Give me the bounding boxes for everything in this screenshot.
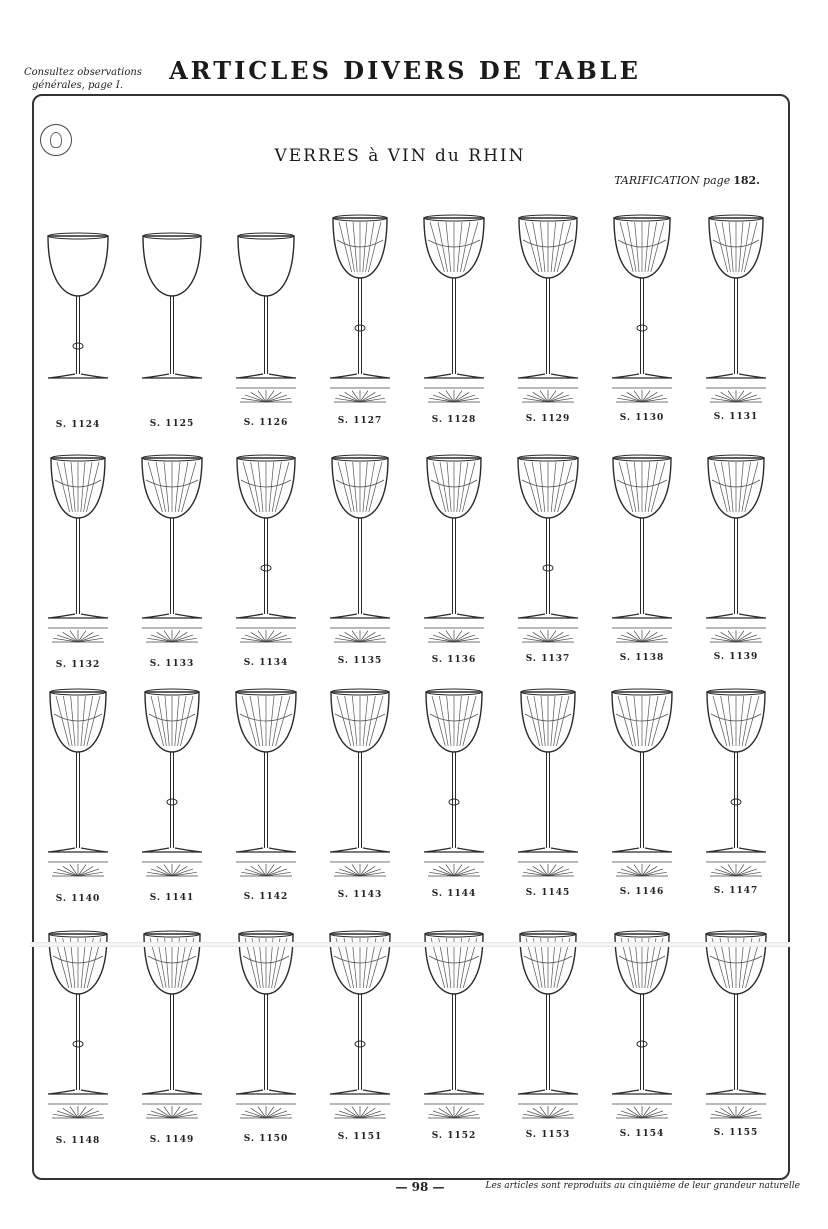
glass-item — [320, 682, 400, 912]
glass-item — [696, 682, 776, 912]
wine-glass-icon — [226, 208, 306, 414]
glass-item — [508, 448, 588, 678]
glass-reference-label: S. 1147 — [713, 885, 759, 896]
wine-glass-icon — [414, 448, 494, 654]
wine-glass-icon — [226, 448, 306, 654]
wine-glass-icon — [696, 924, 776, 1130]
glass-item — [696, 208, 776, 438]
glass-item — [696, 448, 776, 678]
wine-glass-icon — [38, 208, 118, 414]
glass-item — [414, 924, 494, 1154]
glass-item — [226, 448, 306, 678]
wine-glass-icon — [320, 924, 400, 1130]
side-note-line-1: Consultez observations — [24, 67, 142, 78]
glass-item — [602, 448, 682, 678]
glass-item — [226, 208, 306, 438]
wine-glass-icon — [508, 448, 588, 654]
tarification-label: TARIFICATION page — [614, 174, 731, 187]
glass-item — [132, 924, 212, 1154]
glass-reference-label: S. 1144 — [431, 889, 477, 900]
glass-reference-label: S. 1139 — [713, 651, 759, 662]
tarification-page: 182. — [733, 174, 760, 187]
glass-item — [696, 924, 776, 1154]
wine-glass-icon — [414, 924, 494, 1130]
wine-glass-icon — [696, 682, 776, 888]
glass-reference-label: S. 1125 — [149, 418, 195, 429]
glass-reference-label: S. 1126 — [243, 417, 289, 428]
glass-item — [414, 448, 494, 678]
glass-reference-label: S. 1145 — [525, 888, 571, 898]
glass-reference-label: S. 1141 — [149, 892, 195, 903]
glass-item — [38, 682, 118, 912]
glass-reference-label: S. 1142 — [243, 891, 289, 902]
glass-reference-label: S. 1127 — [337, 416, 383, 427]
page-title: ARTICLES DIVERS DE TABLE — [169, 56, 641, 85]
glass-reference-label: S. 1135 — [337, 656, 383, 667]
glass-reference-label: S. 1140 — [55, 894, 101, 904]
glass-item — [602, 924, 682, 1154]
glass-item — [508, 682, 588, 912]
glass-reference-label: S. 1149 — [149, 1134, 195, 1145]
glass-reference-label: S. 1133 — [149, 658, 195, 669]
glass-reference-label: S. 1154 — [619, 1128, 665, 1139]
wine-glass-icon — [132, 448, 212, 654]
glass-item — [414, 208, 494, 438]
wine-glass-icon — [508, 682, 588, 888]
glass-reference-label: S. 1131 — [713, 411, 759, 422]
glass-reference-label: S. 1150 — [243, 1133, 289, 1144]
glass-reference-label: S. 1134 — [243, 657, 289, 668]
glass-item — [226, 682, 306, 912]
wine-glass-icon — [132, 682, 212, 888]
wine-glass-icon — [602, 208, 682, 414]
glass-item — [38, 924, 118, 1154]
wine-glass-icon — [696, 208, 776, 414]
glass-reference-label: S. 1143 — [337, 890, 383, 901]
glass-item — [132, 682, 212, 912]
glass-item — [320, 448, 400, 678]
wine-glass-icon — [602, 448, 682, 654]
glass-reference-label: S. 1129 — [525, 414, 571, 424]
wine-glass-icon — [38, 682, 118, 888]
glass-item — [508, 924, 588, 1154]
glass-reference-label: S. 1128 — [431, 415, 477, 426]
wine-glass-icon — [508, 924, 588, 1130]
wine-glass-icon — [508, 208, 588, 414]
glass-item — [414, 682, 494, 912]
page-number: — 98 — — [395, 1180, 445, 1194]
glass-item — [226, 924, 306, 1154]
glass-item — [320, 924, 400, 1154]
glass-reference-label: S. 1138 — [619, 652, 665, 663]
glass-reference-label: S. 1136 — [431, 655, 477, 666]
section-title: VERRES à VIN du RHIN — [274, 146, 526, 166]
wine-glass-icon — [320, 682, 400, 888]
glass-reference-label: S. 1155 — [713, 1127, 759, 1138]
wine-glass-icon — [602, 682, 682, 888]
page-crease — [30, 942, 790, 947]
wine-glass-icon — [414, 682, 494, 888]
glass-reference-label: S. 1152 — [431, 1131, 477, 1142]
wine-glass-icon — [132, 208, 212, 414]
glass-item — [38, 208, 118, 438]
wine-glass-icon — [38, 448, 118, 654]
footer-note: Les articles sont reproduits au cinquième de leur grandeur naturelle — [485, 1181, 800, 1191]
wine-glass-icon — [414, 208, 494, 414]
glass-item — [508, 208, 588, 438]
glass-item — [602, 682, 682, 912]
glass-item — [320, 208, 400, 438]
wine-glass-icon — [226, 682, 306, 888]
glass-reference-label: S. 1151 — [337, 1132, 383, 1143]
glass-reference-label: S. 1153 — [525, 1130, 571, 1140]
wine-glass-icon — [696, 448, 776, 654]
side-note-line-2: générales, page I. — [32, 80, 124, 91]
glass-item — [602, 208, 682, 438]
glass-item — [38, 448, 118, 678]
wine-glass-icon — [38, 924, 118, 1130]
wine-glass-icon — [132, 924, 212, 1130]
wine-glass-icon — [226, 924, 306, 1130]
glass-reference-label: S. 1146 — [619, 886, 665, 897]
wine-glass-icon — [320, 448, 400, 654]
glass-reference-label: S. 1132 — [55, 660, 101, 670]
glass-item — [132, 208, 212, 438]
wine-glass-icon — [602, 924, 682, 1130]
glass-reference-label: S. 1130 — [619, 412, 665, 423]
glass-reference-label: S. 1124 — [55, 420, 101, 430]
glass-item — [132, 448, 212, 678]
glass-reference-label: S. 1148 — [55, 1136, 101, 1146]
glass-reference-label: S. 1137 — [525, 654, 571, 664]
wine-glass-icon — [320, 208, 400, 414]
